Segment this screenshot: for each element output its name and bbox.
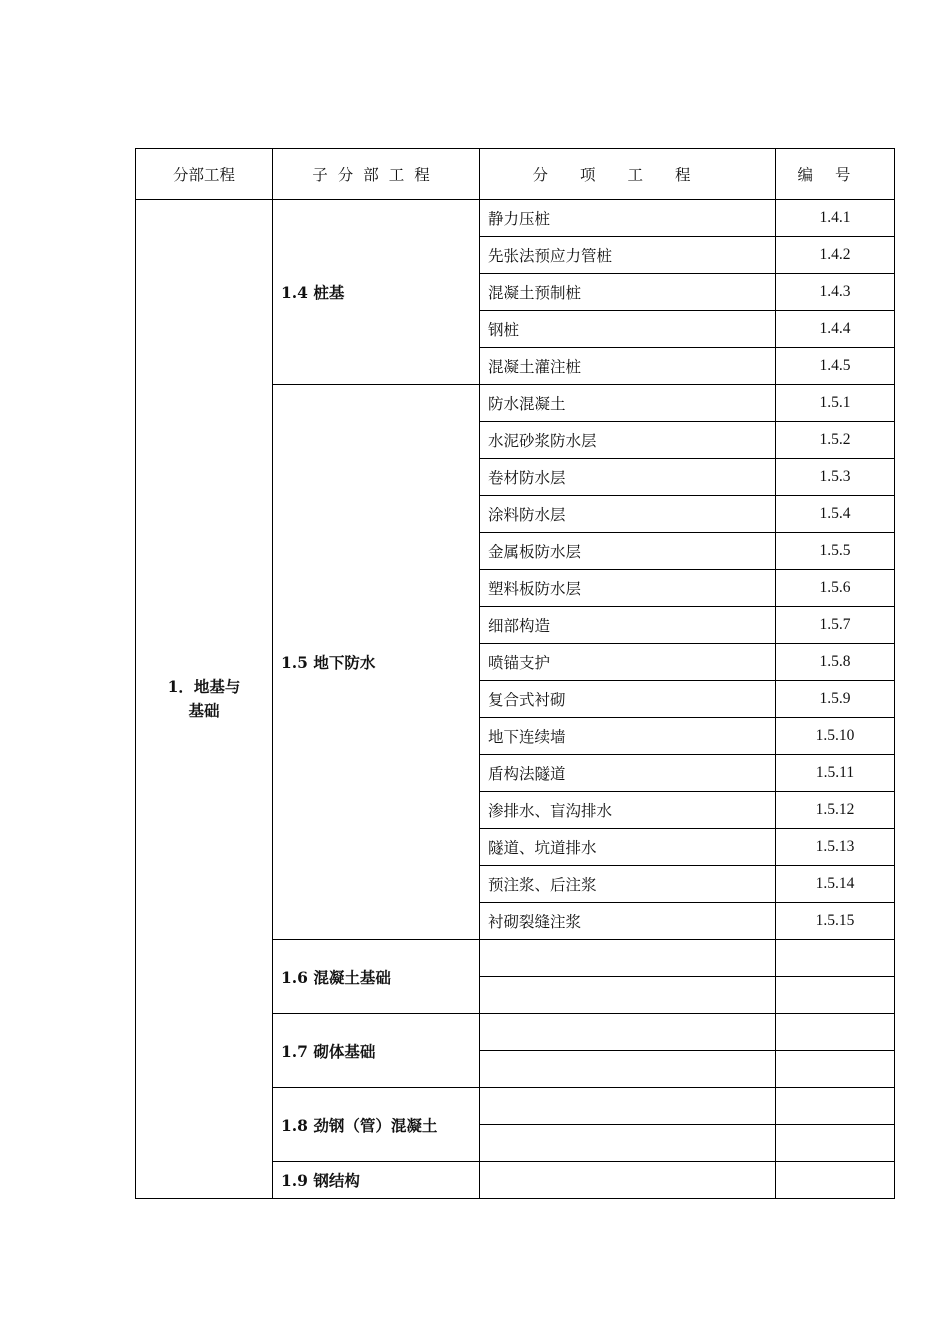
- item-name: 预注浆、后注浆: [480, 866, 776, 903]
- item-name: 混凝土灌注桩: [480, 348, 776, 385]
- item-name: 塑料板防水层: [480, 570, 776, 607]
- header-division: 分部工程: [136, 149, 273, 200]
- header-item: 分项工程: [480, 149, 776, 200]
- subdivision-label: 1.7 砌体基础: [273, 1014, 480, 1088]
- item-code: [776, 1014, 895, 1051]
- division-label-line2: 基础: [188, 701, 220, 720]
- item-code: [776, 1051, 895, 1088]
- item-code: [776, 1125, 895, 1162]
- item-name: 金属板防水层: [480, 533, 776, 570]
- subdivision-label: 1.8 劲钢（管）混凝土: [273, 1088, 480, 1162]
- item-code: [776, 940, 895, 977]
- item-name: [480, 1051, 776, 1088]
- item-code: 1.5.6: [776, 570, 895, 607]
- item-name: [480, 1088, 776, 1125]
- item-code: 1.5.15: [776, 903, 895, 940]
- item-code: 1.4.2: [776, 237, 895, 274]
- item-code: 1.5.14: [776, 866, 895, 903]
- item-name: 地下连续墙: [480, 718, 776, 755]
- table-row: [136, 200, 895, 237]
- item-name: [480, 1162, 776, 1199]
- item-code: 1.4.4: [776, 311, 895, 348]
- item-code: 1.5.13: [776, 829, 895, 866]
- item-name: [480, 1014, 776, 1051]
- item-code: [776, 1088, 895, 1125]
- division-label-line1: 1．地基与: [167, 677, 241, 696]
- subdivision-label: 1.9 钢结构: [273, 1162, 480, 1199]
- item-code: 1.5.5: [776, 533, 895, 570]
- header-code: 编号: [776, 149, 895, 200]
- header-subdivision: 子分部工程: [273, 149, 480, 200]
- item-code: 1.5.8: [776, 644, 895, 681]
- item-name: 细部构造: [480, 607, 776, 644]
- item-name: 隧道、坑道排水: [480, 829, 776, 866]
- item-name: 钢桩: [480, 311, 776, 348]
- item-code: [776, 1162, 895, 1199]
- item-code: 1.5.7: [776, 607, 895, 644]
- project-division-table: [135, 148, 895, 1199]
- item-code: 1.5.2: [776, 422, 895, 459]
- item-code: 1.5.3: [776, 459, 895, 496]
- item-name: 复合式衬砌: [480, 681, 776, 718]
- item-name: 卷材防水层: [480, 459, 776, 496]
- subdivision-label: 1.5 地下防水: [273, 385, 480, 940]
- item-code: 1.5.10: [776, 718, 895, 755]
- item-name: 渗排水、盲沟排水: [480, 792, 776, 829]
- item-name: 先张法预应力管桩: [480, 237, 776, 274]
- item-name: [480, 977, 776, 1014]
- item-name: 盾构法隧道: [480, 755, 776, 792]
- item-name: 防水混凝土: [480, 385, 776, 422]
- item-name: 静力压桩: [480, 200, 776, 237]
- item-name: 混凝土预制桩: [480, 274, 776, 311]
- item-code: 1.5.4: [776, 496, 895, 533]
- item-code: 1.5.9: [776, 681, 895, 718]
- subdivision-label: 1.4 桩基: [273, 200, 480, 385]
- item-name: 涂料防水层: [480, 496, 776, 533]
- item-code: 1.4.5: [776, 348, 895, 385]
- item-name: 衬砌裂缝注浆: [480, 903, 776, 940]
- subdivision-label: 1.6 混凝土基础: [273, 940, 480, 1014]
- item-code: 1.5.1: [776, 385, 895, 422]
- table-header-row: [136, 149, 895, 200]
- item-name: 喷锚支护: [480, 644, 776, 681]
- item-name: [480, 1125, 776, 1162]
- item-name: [480, 940, 776, 977]
- item-code: 1.4.3: [776, 274, 895, 311]
- division-cell: [136, 200, 273, 1199]
- item-code: [776, 977, 895, 1014]
- item-code: 1.5.11: [776, 755, 895, 792]
- item-code: 1.5.12: [776, 792, 895, 829]
- item-code: 1.4.1: [776, 200, 895, 237]
- item-name: 水泥砂浆防水层: [480, 422, 776, 459]
